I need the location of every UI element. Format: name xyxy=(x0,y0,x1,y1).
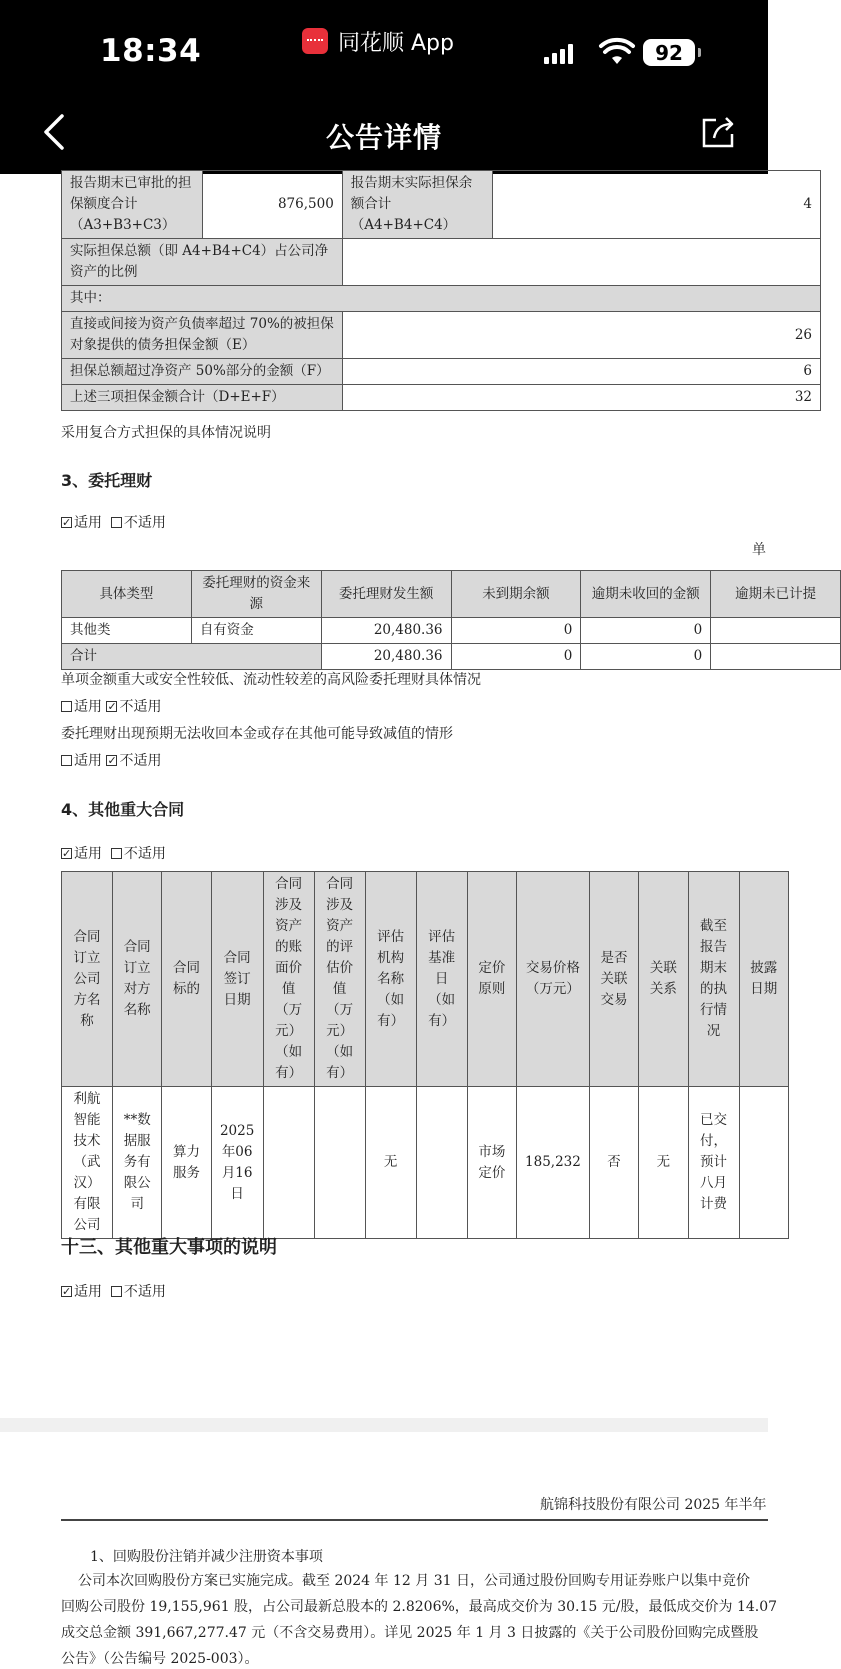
table-header: 评估基准日（如有） xyxy=(416,872,467,1087)
table-cell: 0 xyxy=(581,644,711,670)
app-indicator[interactable] xyxy=(302,26,454,56)
table-cell xyxy=(711,618,841,644)
paragraph-line: 公告》（公告编号 2025-003）。 xyxy=(61,1651,259,1667)
applicability-row: 适用 ✓ 不适用 xyxy=(61,697,161,717)
table-cell: 20,480.36 xyxy=(321,644,451,670)
table-cell: 无 xyxy=(365,1087,416,1239)
table-cell: 0 xyxy=(451,618,581,644)
table-cell: 876,500 xyxy=(202,171,342,239)
table-cell: 算力服务 xyxy=(162,1087,211,1239)
guarantee-summary-table xyxy=(61,170,821,411)
table-cell: 实际担保总额（即 A4+B4+C4）占公司净资产的比例 xyxy=(62,239,343,286)
table-cell: 2025年06月16日 xyxy=(211,1087,263,1239)
table-cell: 合计 xyxy=(62,644,322,670)
table-header: 截至报告期末的执行情况 xyxy=(688,872,739,1087)
table-cell xyxy=(314,1087,365,1239)
table-cell: 其中： xyxy=(62,286,821,312)
table-cell: 否 xyxy=(589,1087,638,1239)
section-title-other-contracts: 4、其他重大合同 xyxy=(61,800,185,819)
app-icon xyxy=(302,28,328,54)
table-cell: 报告期末实际担保余额合计（A4+B4+C4） xyxy=(342,171,492,239)
checkbox-checked-icon xyxy=(61,517,72,528)
table-cell: 自有资金 xyxy=(191,618,321,644)
table-cell: **数据服务有限公司 xyxy=(113,1087,162,1239)
table-cell: 4 xyxy=(492,171,820,239)
page-header-company: 航锦科技股份有限公司 2025 年半年 xyxy=(540,1497,767,1513)
signal-icon xyxy=(544,44,573,64)
checkbox-empty-icon xyxy=(111,1286,122,1297)
checkbox-empty-icon xyxy=(111,848,122,859)
table-header: 未到期余额 xyxy=(451,571,581,618)
table-header: 具体类型 xyxy=(62,571,192,618)
table-header: 合同签订日期 xyxy=(211,872,263,1087)
table-header: 委托理财发生额 xyxy=(321,571,451,618)
app-name: 同花顺 App xyxy=(338,30,454,56)
table-row xyxy=(62,618,841,644)
paragraph-line: 公司本次回购股份方案已实施完成。截至 2024 年 12 月 31 日，公司通过股份回购专用证券账户以集中竞价 xyxy=(78,1573,750,1589)
table-cell: 市场定价 xyxy=(467,1087,516,1239)
table-cell xyxy=(342,239,820,286)
table-header: 披露日期 xyxy=(739,872,788,1087)
table-header: 逾期未已计提 xyxy=(711,571,841,618)
table-cell: 32 xyxy=(342,385,820,411)
status-time: 18:34 xyxy=(100,33,202,69)
table-header: 关联关系 xyxy=(639,872,688,1087)
table-cell: 6 xyxy=(342,359,820,385)
paragraph-line: 回购公司股份 19,155,961 股，占公司最新总股本的 2.8206%，最高成交价为 30.15 元/股，最低成交价为 14.07 xyxy=(61,1599,778,1615)
table-cell: 报告期末已审批的担保额度合计（A3+B3+C3） xyxy=(62,171,203,239)
compound-guarantee-note: 采用复合方式担保的具体情况说明 xyxy=(61,425,271,441)
table-row xyxy=(62,644,841,670)
page-header-rule xyxy=(61,1519,768,1521)
table-cell: 0 xyxy=(581,618,711,644)
major-contracts-table xyxy=(61,871,789,1239)
checkbox-empty-icon xyxy=(111,517,122,528)
table-header: 逾期未收回的金额 xyxy=(581,571,711,618)
checkbox-empty-icon xyxy=(61,701,72,712)
table-header: 定价原则 xyxy=(467,872,516,1087)
table-header: 合同订立对方名称 xyxy=(113,872,162,1087)
applicability-row: ✓适用 不适用 xyxy=(61,1282,166,1302)
table-cell: 0 xyxy=(451,644,581,670)
unit-label: 单 xyxy=(752,542,766,558)
announcement-document xyxy=(0,174,817,1667)
paragraph-line: 成交总金额 391,667,277.47 元（不含交易费用）。详见 2025 年 1 月 3 日披露的《关于公司股份回购完成暨股 xyxy=(61,1625,759,1641)
page-break xyxy=(0,1418,768,1432)
table-header: 合同涉及资产的评估价值（万元）（如有） xyxy=(314,872,365,1087)
checkbox-checked-icon xyxy=(106,755,117,766)
table-cell xyxy=(711,644,841,670)
table-cell xyxy=(263,1087,314,1239)
wifi-icon xyxy=(600,40,634,66)
table-cell: 无 xyxy=(639,1087,688,1239)
nav-bar xyxy=(0,92,768,174)
applicability-row: 适用 ✓ 不适用 xyxy=(61,751,161,771)
table-cell: 上述三项担保金额合计（D+E+F） xyxy=(62,385,343,411)
table-header: 委托理财的资金来源 xyxy=(191,571,321,618)
share-icon[interactable] xyxy=(700,114,736,150)
applicability-row: ✓适用 不适用 xyxy=(61,513,166,533)
table-cell: 26 xyxy=(342,312,820,359)
item-title: 1、回购股份注销并减少注册资本事项 xyxy=(90,1549,323,1565)
table-cell: 185,232 xyxy=(517,1087,590,1239)
section-title-other-matters: 十三、其他重大事项的说明 xyxy=(61,1237,277,1258)
table-cell: 已交付，预计八月计费 xyxy=(688,1087,739,1239)
section-title-entrusted-wealth: 3、委托理财 xyxy=(61,471,153,490)
checkbox-checked-icon xyxy=(61,848,72,859)
table-cell: 其他类 xyxy=(62,618,192,644)
status-bar xyxy=(0,0,768,92)
checkbox-checked-icon xyxy=(106,701,117,712)
table-header: 是否关联交易 xyxy=(589,872,638,1087)
checkbox-checked-icon xyxy=(61,1286,72,1297)
table-cell xyxy=(739,1087,788,1239)
high-risk-note: 单项金额重大或安全性较低、流动性较差的高风险委托理财具体情况 xyxy=(61,672,481,688)
table-header: 评估机构名称（如有） xyxy=(365,872,416,1087)
checkbox-empty-icon xyxy=(61,755,72,766)
entrusted-wealth-table xyxy=(61,570,841,670)
table-header: 交易价格（万元） xyxy=(517,872,590,1087)
table-cell: 20,480.36 xyxy=(321,618,451,644)
page-title: 公告详情 xyxy=(325,121,442,154)
table-cell xyxy=(416,1087,467,1239)
applicability-row: ✓适用 不适用 xyxy=(61,844,166,864)
table-cell: 利航智能技术（武汉）有限公司 xyxy=(62,1087,113,1239)
table-header: 合同订立公司方名称 xyxy=(62,872,113,1087)
table-header: 合同涉及资产的账面价值（万元）（如有） xyxy=(263,872,314,1087)
table-cell: 担保总额超过净资产 50%部分的金额（F） xyxy=(62,359,343,385)
battery-icon: 92 xyxy=(643,39,695,66)
table-row xyxy=(62,1087,789,1239)
table-cell: 直接或间接为资产负债率超过 70%的被担保对象提供的债务担保金额（E） xyxy=(62,312,343,359)
table-header: 合同标的 xyxy=(162,872,211,1087)
impairment-note: 委托理财出现预期无法收回本金或存在其他可能导致减值的情形 xyxy=(61,726,453,742)
